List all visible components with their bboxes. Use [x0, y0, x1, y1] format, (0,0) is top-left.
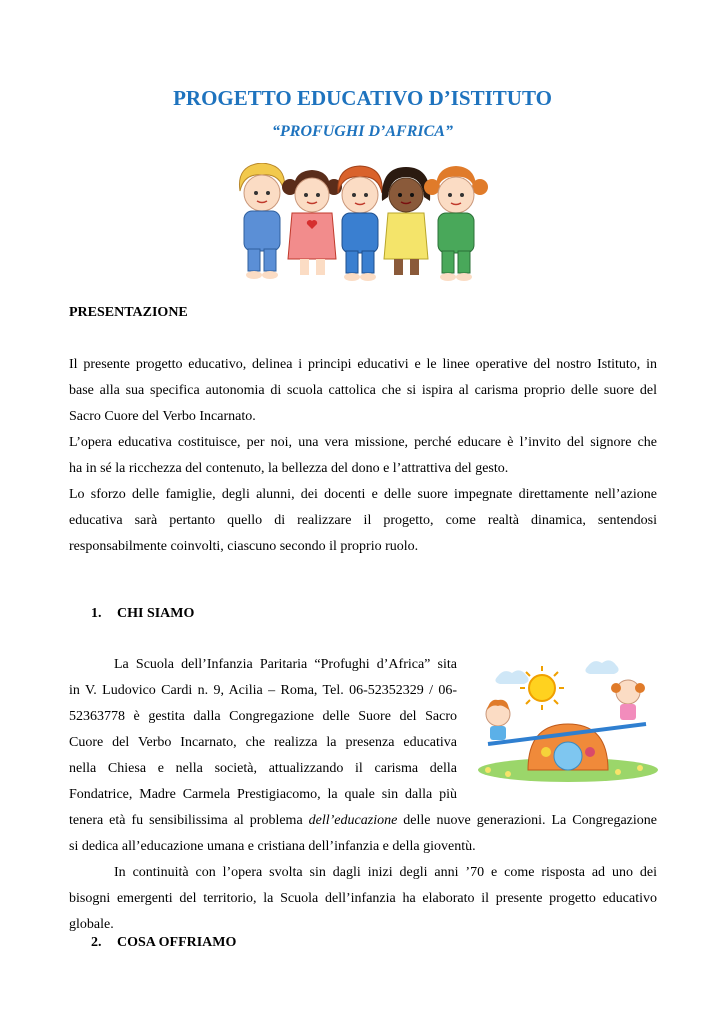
chi-siamo-full-text	[69, 808, 657, 938]
text-line: si dedica all’educazione umana e cristiana dell’infanzia e della gioventù.	[69, 839, 476, 854]
child-figure	[282, 170, 342, 275]
seesaw-illustration	[468, 652, 660, 784]
section-title: COSA OFFRIAMO	[117, 935, 237, 950]
text-line: In continuità con l’opera svolta sin dagli inizi degli anni ’70 e come risposta ad uno dei	[114, 865, 657, 880]
text-line: tenera età fu sensibilissima al problema dell’educazione delle nuove generazioni. La Congregazione	[69, 813, 657, 828]
emphasis-text: dell’educazione	[308, 813, 398, 828]
text-line: Cuore del Verbo Incarnato, che realizza la presenza educativa	[69, 735, 457, 750]
child-figure	[338, 166, 382, 281]
presentazione-paragraph	[69, 352, 657, 560]
section-heading-cosa-offriamo	[91, 935, 236, 951]
child-figure	[239, 163, 284, 279]
text-line: nella Chiesa e nella società, attualizzando il carisma della	[69, 761, 457, 776]
text-line: Fondatrice, Madre Carmela Prestigiacomo, la quale sin dalla più	[69, 787, 457, 802]
section-heading-presentazione: PRESENTAZIONE	[69, 305, 188, 320]
text-line: L’opera educativa costituisce, per noi, una vera missione, perché educare è l’invito del signore che	[69, 435, 657, 450]
text-line: La Scuola dell’Infanzia Paritaria “Profughi d’Africa” sita	[114, 657, 457, 672]
child-figure	[382, 167, 430, 275]
section-number: 2.	[91, 935, 102, 950]
section-number: 1.	[91, 606, 102, 621]
text-line: Il presente progetto educativo, delinea i principi educativi e le linee operative del nostro Istituto, in	[69, 357, 657, 372]
section-title: CHI SIAMO	[117, 606, 195, 621]
child-figure	[424, 166, 488, 281]
document-subtitle: “PROFUGHI D’AFRICA”	[272, 123, 453, 140]
text-line: 52363778 è gestita dalla Congregazione delle Suore del Sacro	[69, 709, 457, 724]
children-group-illustration	[228, 163, 490, 285]
chi-siamo-wrapped-text	[69, 652, 457, 808]
document-title: PROGETTO EDUCATIVO D’ISTITUTO	[173, 86, 552, 110]
text-line: base alla sua specifica autonomia di scuola cattolica che si ispira al carisma proprio delle suore del	[69, 383, 657, 398]
text-line: bisogni emergenti del territorio, la Scuola dell’infanzia ha elaborato il presente progetto educativo	[69, 891, 657, 906]
section-heading-chi-siamo	[91, 606, 194, 622]
text-line: Sacro Cuore del Verbo Incarnato.	[69, 409, 256, 424]
text-line: educativa sarà pertanto quello di realizzare il progetto, come realtà dinamica, sentendosi	[69, 513, 657, 528]
text-line: globale.	[69, 917, 114, 932]
text-line: in V. Ludovico Cardi n. 9, Acilia – Roma, Tel. 06-52352329 / 06-	[69, 683, 457, 698]
text-line: Lo sforzo delle famiglie, degli alunni, dei docenti e delle suore impegnate direttamente nell’azione	[69, 487, 657, 502]
text-line: ha in sé la ricchezza del contenuto, la bellezza del dono e l’attrattiva del gesto.	[69, 461, 509, 476]
text-line: responsabilmente coinvolti, ciascuno secondo il proprio ruolo.	[69, 539, 419, 554]
